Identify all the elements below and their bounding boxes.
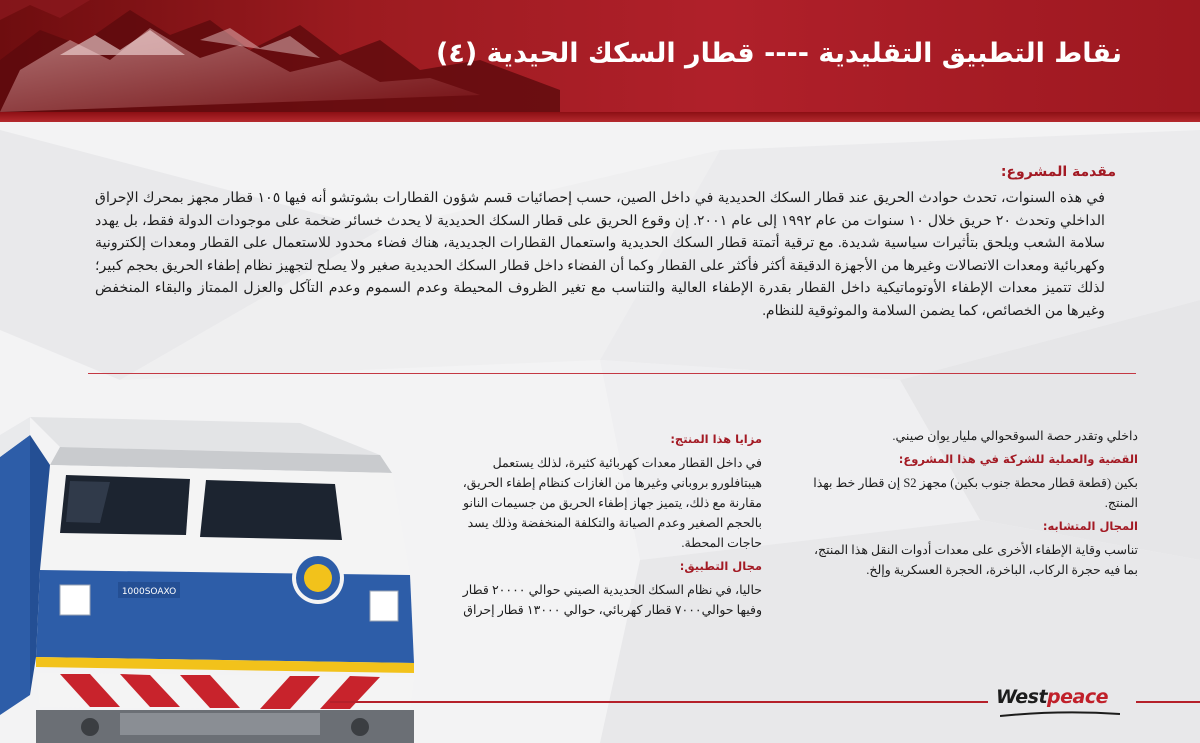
case-heading: القضية والعملية للشركة في هذا المشروع: [898,452,1138,466]
intro-body: في هذه السنوات، تحدث حوادث الحريق عند قطار السكك الحديدية في داخل الصين، حسب إحصائيات قسم شؤون القطارات بشوتشو أنه فيها ١٠٥ قطار مجهز بمحرك الإحراق الداخلي وتحدث ٢٠ حريق خلال ١٠ سنوات من عام ١٩٩٢ إلى عام ٢٠٠١. إن وقوع الحريق على قطار السكك الحديدية لا يحدث خسائر ضخمة على موجودات الدولة فقط، بل يهدد سلامة الشعب ويلحق بتأثيرات سياسية شديدة. مع ترقية أتمتة قطار السكك الحديدية واستعمال القطارات الجديدية، هناك فضاء محدود للاستعمال على القطار ومعدات إلكترونية وكهربائية ومعدات الاتصالات وغيرها من الأجهزة الدقيقة أكثر فأكثر على القطار وكما أن الفضاء داخل قطار السكك الحديدية صغير ولا يصلح لتجهيز نظام إطفاء الحريق بحجم كبير؛ لذلك تتميز معدات الإطفاء الأوتوماتيكية داخل القطار بقدرة الإطفاء العالية والتناسب مع تغير الظروف المحيطة وعدم السموم وعدم التآكل والعزل الممتاز والبقاء المنخفض وغيرها من الخصائص، كما يضمن السلامة والموثوقية للنظام. [95,190,1105,319]
train-illustration [0,395,440,743]
footer-line-right [1136,701,1200,703]
middle-column [440,426,762,620]
westpeace-logo [996,686,1108,708]
footer-line-left [330,701,988,703]
header-banner [0,0,1200,112]
train-number-plate: 1000SOAXO [121,587,177,597]
application-heading: مجال التطبيق: [679,559,762,573]
similar-heading: المجال المتشابه: [1042,519,1138,533]
right-column [808,426,1138,580]
logo-swoosh-icon [1000,710,1120,718]
logo-peace: peace [1047,686,1108,708]
case-text: بكين (قطعة قطار محطة جنوب بكين) مجهز S2 إن قطار خط بهذا المنتج. [813,476,1138,510]
logo-west: West [996,686,1048,708]
similar-text: تناسب وقاية الإطفاء الأخرى على معدات أدوات النقل هذا المنتج، بما فيه حجرة الركاب، الباخرة، الحجرة العسكرية وإلخ. [814,543,1138,577]
section-divider [88,373,1136,374]
application-text: حاليا، في نظام السكك الحديدية الصيني حوالي ٢٠٠٠٠ قطار وفيها حوالي٧٠٠٠ قطار كهربائي، حوالي ١٣٠٠٠ قطار إحراق [462,583,762,617]
advantages-text: في داخل القطار معدات كهربائية كثيرة، لذلك يستعمل هيبتافلورو بروباني وغيرها من الغازات كنظام إطفاء الحريق، مقارنة مع ذلك، يتميز جهاز إطفاء الحريق من جسيمات النانو بالحجم الصغير وعدم الصيانة والتكلفة المنخفضة وذلك يسد حاجات المحطة. [462,456,762,550]
advantages-heading: مزايا هذا المنتج: [670,432,762,446]
market-text: داخلي وتقدر حصة السوقحوالي مليار يوان صيني. [892,429,1138,443]
page-title: نقاط التطبيق التقليدية ---- قطار السكك الحيدية (٤) [436,38,1122,69]
intro-heading: مقدمة المشروع: [1000,164,1116,180]
header-strip [0,112,1200,122]
